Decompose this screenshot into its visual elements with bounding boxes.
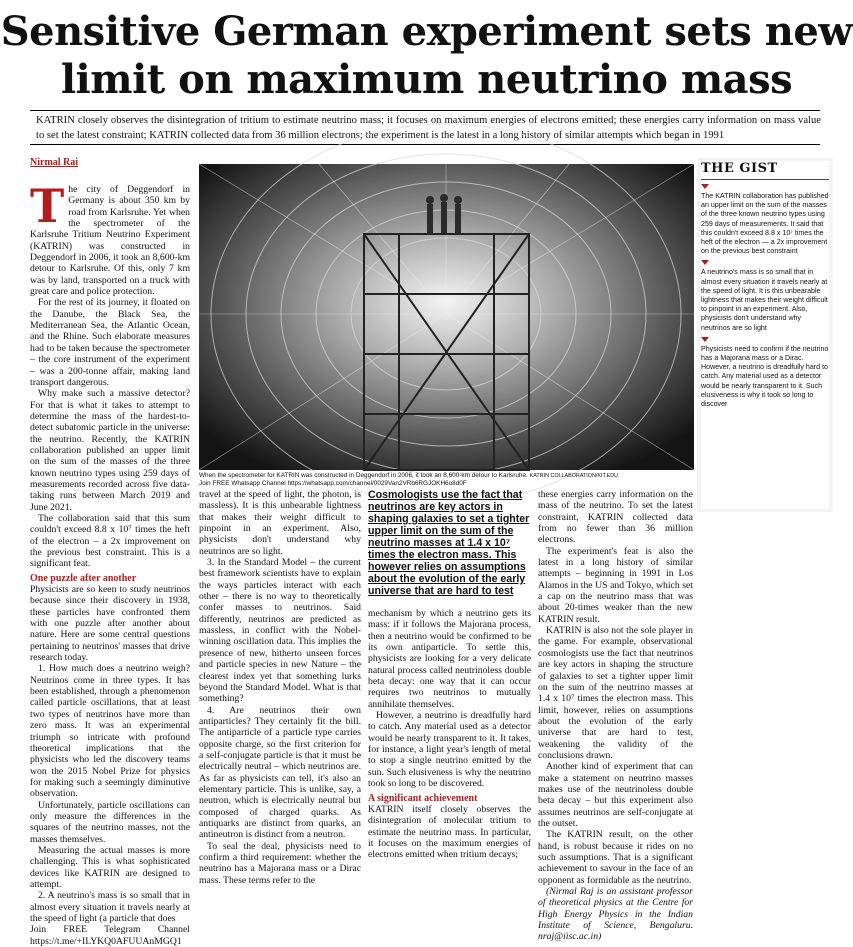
article-column-4 <box>538 489 693 943</box>
paragraph: 2. A neutrino's mass is so small that in almost every situation it travels nearly at the speed of light (a particle that does <box>30 890 190 924</box>
paragraph: 4. Are neutrinos their own antiparticles? They certainly fit the bill. The antiparticle of a particle type carries opposite charge, so the first criterion for a self-conjugate particle is that it must be electrically neutral – which neutrinos are. As far as physicists can tell, it's also an elementary particle. This is unlike, say, a neutron, which is electrically neutral but composed of charged quarks. As antiquarks are distinct from quarks, an antineutron is distinct from a neutron. <box>199 704 361 841</box>
gist-item: The KATRIN collaboration has published an upper limit on the sum of the masses of the three known neutrino types using 259 days of measurements. It said that this couldn't exceed 8.8 x 10⁷ times the heft of the electron — a 2x improvement on the previous best constraint <box>701 192 829 256</box>
subheading: One puzzle after another <box>30 572 137 584</box>
triangle-down-icon <box>701 337 709 342</box>
paragraph: To seal the deal, physicists need to confirm a third requirement: whether the neutrino has a Majorana mass or a Dirac mass. These terms refer to the <box>199 840 361 886</box>
gist-item: Physicists need to confirm if the neutrino has a Majorana mass or a Dirac. However, a neutrino is dreadfully hard to catch. Any material used as a detector would be nearly transparent to it. Such elusiveness is why it took so long to discover <box>701 344 829 409</box>
headline <box>0 8 853 104</box>
gist-divider <box>701 179 829 180</box>
gist-box <box>701 161 829 509</box>
paragraph: these energies carry information on the mass of the neutrino. To set the latest constraint, KATRIN collected data from no fewer than 36 million electrons. <box>538 489 693 546</box>
gist-title: THE GIST <box>701 161 778 176</box>
telegram-link[interactable]: Join FREE Telegram Channel https://t.me/+ILYKQ0AFUUAnMGQ1 <box>30 924 190 947</box>
photo-caption <box>199 472 694 488</box>
triangle-down-icon <box>701 184 709 189</box>
dropcap: T <box>30 179 65 233</box>
article-column-1 <box>30 179 190 947</box>
caption-credit: KATRIN COLLABORATION/KIT.EDU <box>529 473 619 479</box>
paragraph: 1. How much does a neutrino weigh? Neutrinos come in three types. It has been established, through a phenomenon called particle oscillations, that at least two types of neutrinos have more than zero mass. It was an experimental triumph so intricate with profound theoretical implications that the physicists who led the discovery teams won the 2015 Nobel Prize for physics for making such a seemingly diminutive observation. <box>30 663 190 800</box>
triangle-down-icon <box>701 260 709 265</box>
paragraph: he city of Deggendorf in Germany is about 350 km by road from Karlsruhe. Yet when the spectrometer of the Karlsruhe Tritium Neutrino Experiment (KATRIN) was constructed in Deggendorf in 2006, it took an 8,600-km detour to Karlsruhe. Of this, only 7 km was by land, transported on a truck with great care and police protection. <box>30 184 190 298</box>
pull-quote: Cosmologists use the fact that neutrinos are key actors in shaping galaxies to set a tighter upper limit on the sum of the neutrino masses at 1.4 x 10⁷ times the electron mass. This however relies on assumptions about the evolution of the early universe that are hard to test <box>368 489 530 597</box>
paragraph: The KATRIN result, on the other hand, is robust because it rides on no such assumptions. That is a significant achievement to savour in the face of an opponent as formidable as the neutrino. <box>538 829 693 886</box>
paragraph: For the rest of its journey, it floated on the Danube, the Black Sea, the Mediterranean Sea, the Atlantic Ocean, and the Rhine. Such elaborate measures had to be taken because the spectrometer – the core instrument of the experiment – was a 200-tonne affair, making land transport dangerous. <box>30 297 190 388</box>
paragraph: The experiment's feat is also the latest in a long history of similar attempts – beginning in 1991 in Los Alamos in the US and Tokyo, which set a cap on the neutrino mass that was about 20-times weaker than the new KATRIN result. <box>538 545 693 625</box>
deck: KATRIN closely observes the disintegration of tritium to estimate neutrino mass; it focuses on maximum energies of electrons emitted; these energies carry information on mass value to set the latest constraint; KATRIN collected data from 36 million electrons; the experiment is the latest in a long history of similar attempts which began in 1991 <box>36 115 821 141</box>
gist-item: A neutrino's mass is so small that in almost every situation it travels nearly at the speed of light. It is this unbearable lightness that makes their weight difficult to pinpoint in an experiment. Also, physicists don't understand why neutrinos are so light <box>701 268 828 332</box>
subheading: A significant achievement <box>368 792 478 804</box>
caption-text: When the spectrometer for KATRIN was constructed in Deggendorf in 2006, it took an 8,600-km detour to Karlsruhe. <box>199 472 528 479</box>
author-note: (Nirmal Raj is an assistant professor of theoretical physics at the Centre for High Energy Physics in the Indian Institute of Science, Bengaluru. nraj@iisc.ac.in) <box>538 886 693 943</box>
paragraph: KATRIN itself closely observes the disintegration of molecular tritium to estimate the neutrino mass. In particular, it focuses on the maximum energies of electrons emitted when tritium decays; <box>368 803 531 861</box>
headline-line-2: limit on maximum neutrino mass <box>60 56 793 103</box>
paragraph: Physicists are so keen to study neutrinos because since their discovery in 1938, these particles have confronted them with one puzzle after another about nature. Here are some central questions pertaining to neutrinos' masses that drive research today. <box>30 584 190 664</box>
paragraph: Unfortunately, particle oscillations can only measure the differences in the squares of the neutrino masses, not the masses themselves. <box>30 799 190 845</box>
spectrometer-illustration <box>199 164 694 470</box>
paragraph: mechanism by which a neutrino gets its mass: if it follows the Majorana process, then a neutrino would be confirmed to be its own antiparticle. To settle this, physicists are looking for a very delicate natural process called neutrinoless double beta decay: one way that it can occur requires two neutrinos to mutually annihilate themselves. <box>368 608 531 710</box>
deck-top-rule <box>30 110 820 111</box>
article-column-2 <box>199 489 361 886</box>
paragraph: However, a neutrino is dreadfully hard to catch. Any material used as a detector would be nearly transparent to it. It takes, for instance, a light year's length of metal to stop a single neutrino emitted by the sun. Such elusiveness is why the neutrino took so long to be discovered. <box>368 710 531 790</box>
paragraph: KATRIN is also not the sole player in the game. For example, observational cosmologists use the fact that neutrinos are key actors in shaping the structure of galaxies to set a tighter upper limit on the sum of the neutrino masses at 1.4 x 10⁷ times the electron mass. This limit, however, relies on assumptions about the evolution of the early universe that are hard to test, weakening the validity of the conclusions drawn. <box>538 625 693 761</box>
spectrometer-photo <box>199 164 694 470</box>
byline: Nirmal Rai <box>30 157 79 168</box>
paragraph: Another kind of experiment that can make a statement on neutrino masses makes use of the neutrinoless double beta decay – but this experiment also assumes neutrinos are self-conjugate at the outset. <box>538 761 693 829</box>
whatsapp-link[interactable]: Join FREE Whatsapp Channel https://whatsapp.com/channel/0029Van2VRb6RGJOKH6o8d0F <box>199 480 467 487</box>
paragraph: The collaboration said that this sum couldn't exceed 8.8 x 10⁷ times the heft of the electron – a 2x improvement on the previous best constraint. This is a significant feat. <box>30 512 190 570</box>
article-column-3 <box>368 608 531 861</box>
paragraph: Measuring the actual masses is more challenging. This is what sophisticated devices like KATRIN are designed to attempt. <box>30 844 190 890</box>
paragraph: travel at the speed of light, the photon, is massless). It is this unbearable lightness that makes their weight difficult to pinpoint in an experiment. Also, physicists don't understand why neutrinos are so light. <box>199 489 361 557</box>
deck-bottom-rule <box>30 144 820 145</box>
headline-line-1: Sensitive German experiment sets new <box>0 8 853 55</box>
paragraph: 3. In the Standard Model – the current best framework scientists have to explain the ways particles interact with each other – there is no way to theoretically confer masses to neutrinos. Said differently, neutrinos are predicted as massless, in conflict with the Nobel-winning oscillation data. This implies the presence of new, hitherto unseen forces and particle species in new Nature – the clearest index yet that something lurks beyond the Standard Model. What is that something? <box>199 557 361 705</box>
paragraph: Why make such a massive detector? For that is what it takes to attempt to determine the mass of the hardest-to-detect subatomic particle in the universe: the neutrino. Recently, the KATRIN collaboration published an upper limit on the sum of the masses of the three known neutrino types using 259 days of measurements recorded across five data-taking runs between March 2019 and June 2021. <box>30 388 190 513</box>
